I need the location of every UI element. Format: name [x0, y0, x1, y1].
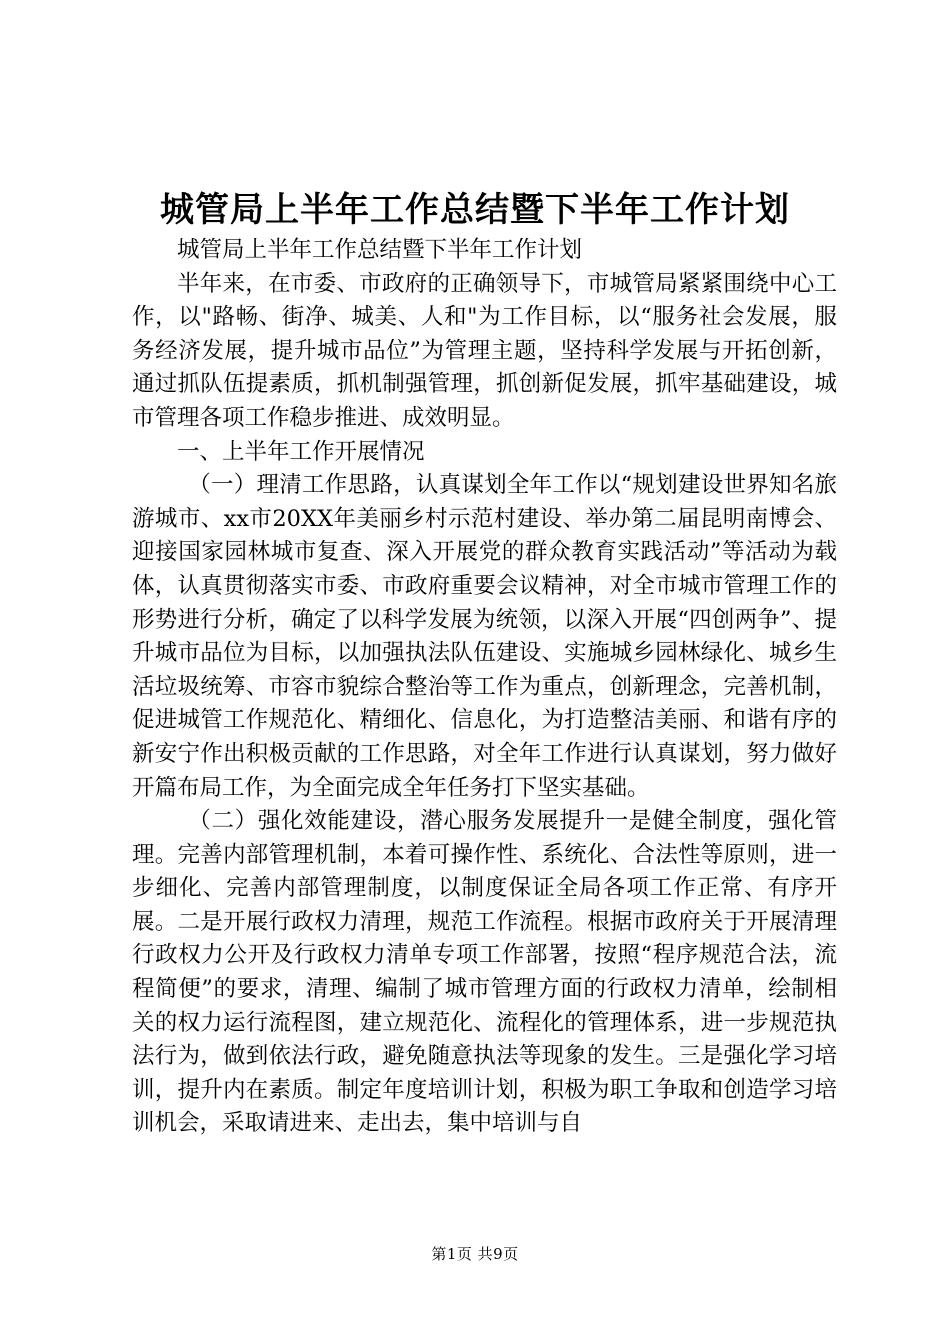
page-number: 第1页 共9页: [431, 1245, 519, 1263]
section-heading: 一、上半年工作开展情况: [177, 438, 425, 465]
document-body: [132, 234, 837, 1141]
paragraph-section-1: （一）理清工作思路，认真谋划全年工作以“规划建设世界知名旅游城市、xx市20XX年美丽乡村示范村建设、举办第二届昆明南博会、迎接国家园林城市复查、深入开展党的群众教育实践活动”等活动为载体，认真贯彻落实市委、市政府重要会议精神，对全市城市管理工作的形势进行分析，确定了以科学发展为统领，以深入开展“四创两争”、提升城市品位为目标，以加强执法队伍建设、实施城乡园林绿化、城乡生活垃圾统筹、市容市貌综合整治等工作为重点，创新理念，完善机制，促进城管工作规范化、精细化、信息化，为打造整洁美丽、和谐有序的新安宁作出积极贡献的工作思路，对全年工作进行认真谋划，努力做好开篇布局工作，为全面完成全年任务打下坚实基础。: [132, 472, 837, 801]
document-title: 城管局上半年工作总结暨下半年工作计划: [160, 190, 790, 230]
paragraph-section-2: （二）强化效能建设，潜心服务发展提升一是健全制度，强化管理。完善内部管理机制，本着可操作性、系统化、合法性等原则，进一步细化、完善内部管理制度，以制度保证全局各项工作正常、有序开展。二是开展行政权力清理，规范工作流程。根据市政府关于开展清理行政权力公开及行政权力清单专项工作部署，按照“程序规范合法，流程简便”的要求，清理、编制了城市管理方面的行政权力清单，绘制相关的权力运行流程图，建立规范化、流程化的管理体系，进一步规范执法行为，做到依法行政，避免随意执法等现象的发生。三是强化学习培训，提升内在素质。制定年度培训计划，积极为职工争取和创造学习培训机会，采取请进来、走出去，集中培训与自: [132, 808, 837, 1137]
document-subtitle: 城管局上半年工作总结暨下半年工作计划: [177, 237, 583, 263]
paragraph-intro: 半年来，在市委、市政府的正确领导下，市城管局紧紧围绕中心工作，以"路畅、街净、城美、人和"为工作目标，以“服务社会发展，服务经济发展，提升城市品位”为管理主题，坚持科学发展与开拓创新，通过抓队伍提素质，抓机制强管理，抓创新促发展，抓牢基础建设，城市管理各项工作稳步推进、成效明显。: [132, 270, 837, 431]
